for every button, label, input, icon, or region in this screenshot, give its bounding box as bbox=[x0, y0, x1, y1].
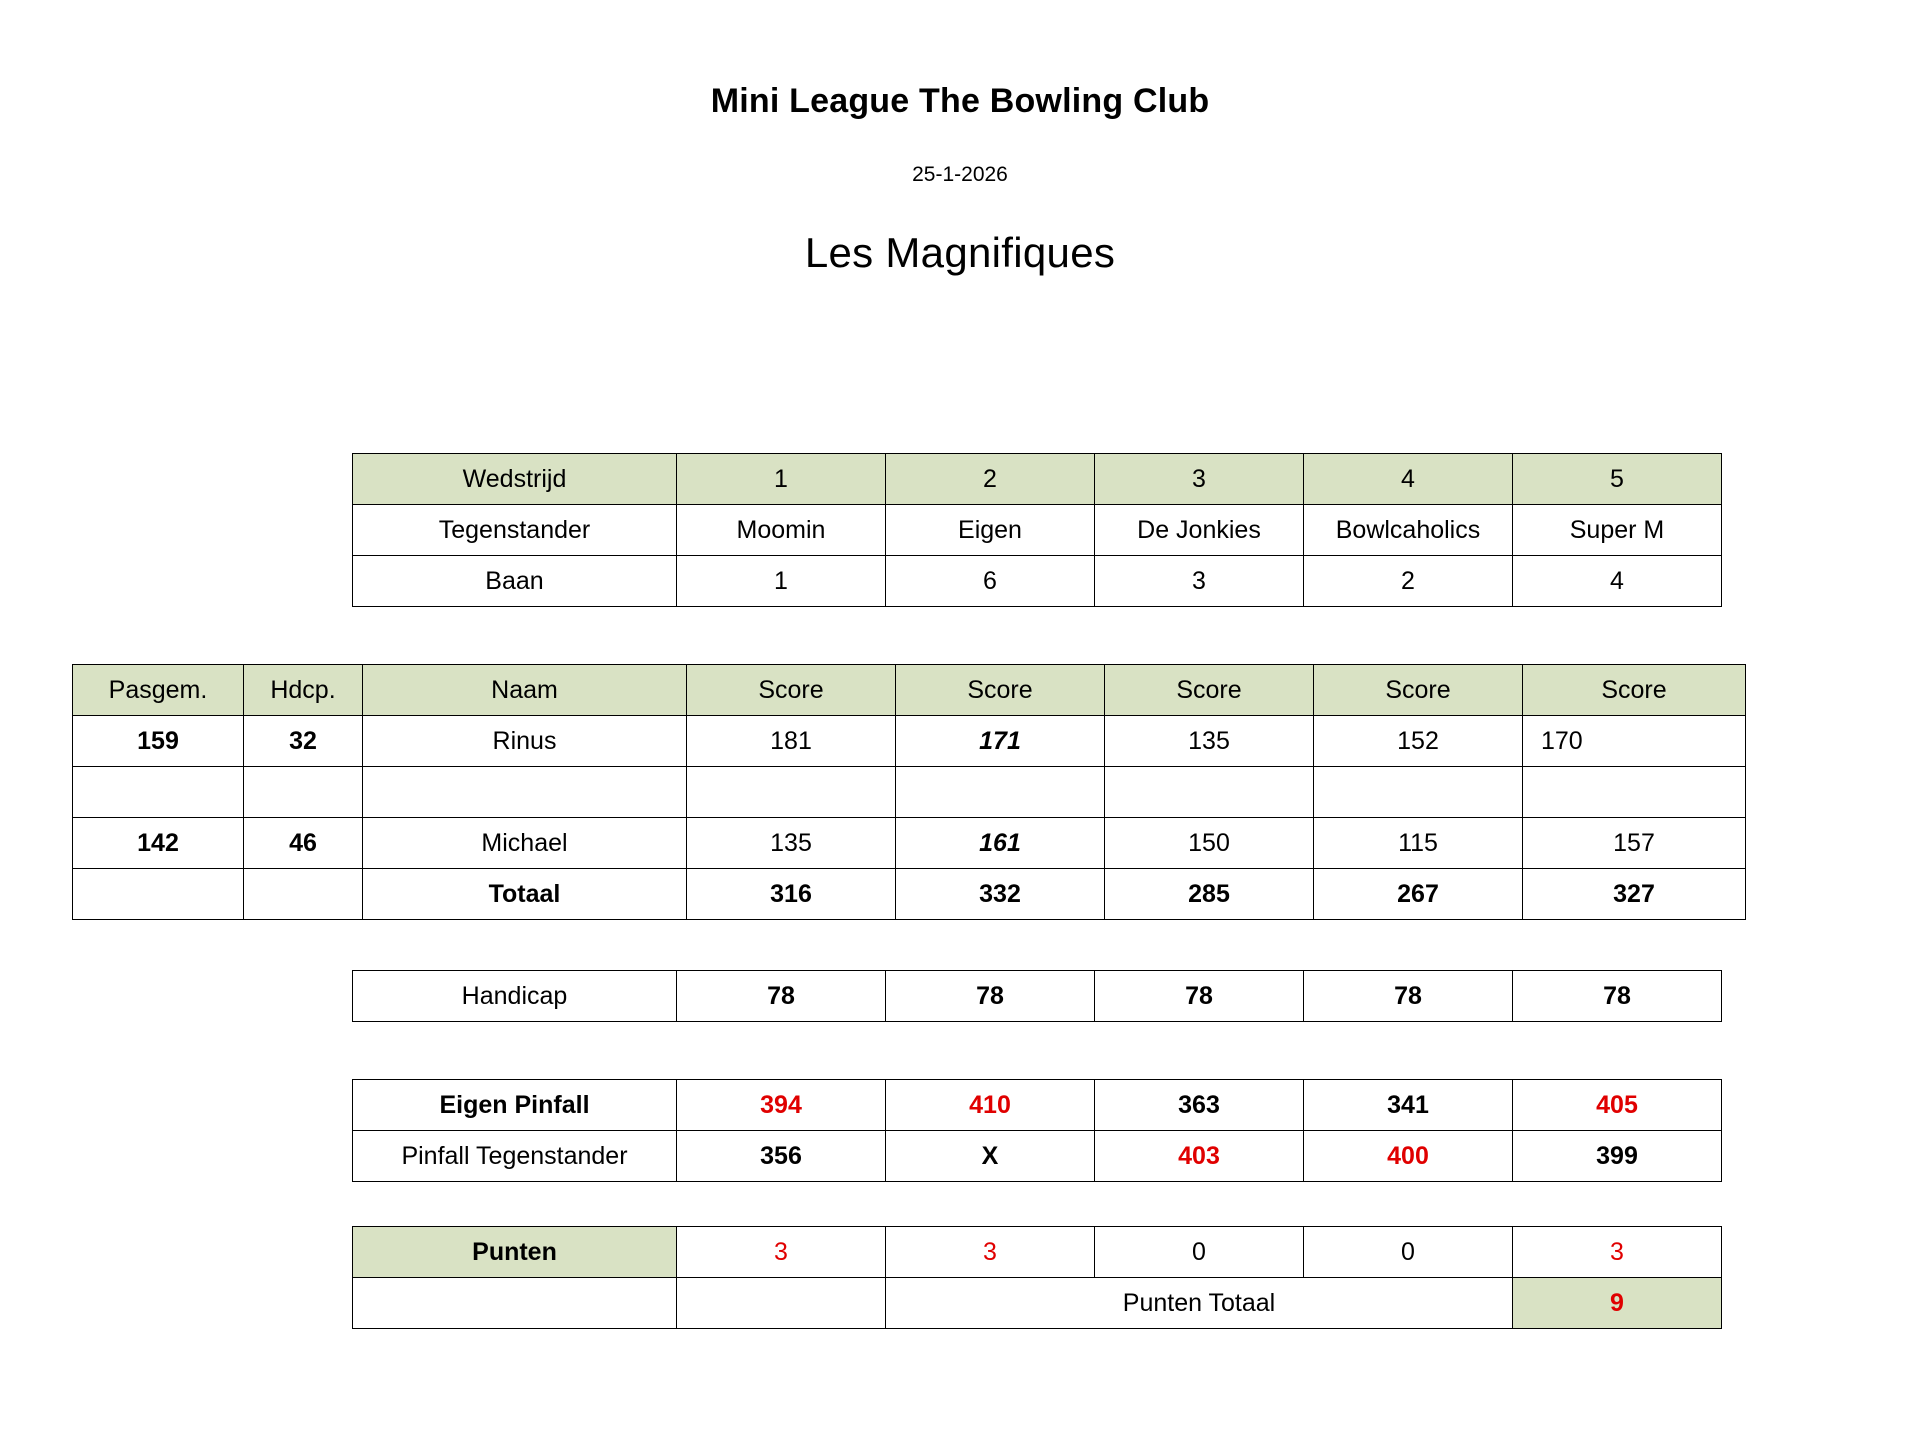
header-score-2: Score bbox=[896, 665, 1105, 716]
baan-5: 4 bbox=[1513, 556, 1722, 607]
punten-2: 3 bbox=[886, 1227, 1095, 1278]
header-naam: Naam bbox=[363, 665, 687, 716]
header-pasgem: Pasgem. bbox=[73, 665, 244, 716]
player-3-score-2: 161 bbox=[896, 818, 1105, 869]
punten-totaal-spacer-1 bbox=[353, 1278, 677, 1329]
totaal-3: 285 bbox=[1105, 869, 1314, 920]
table-row-eigen-pinfall bbox=[353, 1080, 1722, 1131]
eigen-pinfall-4: 341 bbox=[1304, 1080, 1513, 1131]
table-row-punten-totaal bbox=[353, 1278, 1722, 1329]
totaal-5: 327 bbox=[1523, 869, 1746, 920]
header-hdcp: Hdcp. bbox=[244, 665, 363, 716]
punten-totaal-value: 9 bbox=[1513, 1278, 1722, 1329]
row-label-wedstrijd: Wedstrijd bbox=[353, 454, 677, 505]
punten-3: 0 bbox=[1095, 1227, 1304, 1278]
table-row-wedstrijd bbox=[353, 454, 1722, 505]
pinfall-tegenstander-2: X bbox=[886, 1131, 1095, 1182]
baan-2: 6 bbox=[886, 556, 1095, 607]
player-1-score-2: 171 bbox=[896, 716, 1105, 767]
table-row-pinfall-tegenstander bbox=[353, 1131, 1722, 1182]
player-1-pasgem: 159 bbox=[73, 716, 244, 767]
table-row-tegenstander bbox=[353, 505, 1722, 556]
punten-label: Punten bbox=[353, 1227, 677, 1278]
wedstrijd-4: 4 bbox=[1304, 454, 1513, 505]
pinfall-tegenstander-label: Pinfall Tegenstander bbox=[353, 1131, 677, 1182]
player-3-score-3: 150 bbox=[1105, 818, 1314, 869]
punten-5: 3 bbox=[1513, 1227, 1722, 1278]
match-info-table bbox=[352, 453, 1722, 607]
totaal-4: 267 bbox=[1314, 869, 1523, 920]
row-label-baan: Baan bbox=[353, 556, 677, 607]
punten-4: 0 bbox=[1304, 1227, 1513, 1278]
player-3-score-1: 135 bbox=[687, 818, 896, 869]
totaal-2: 332 bbox=[896, 869, 1105, 920]
handicap-3: 78 bbox=[1095, 971, 1304, 1022]
pinfall-table bbox=[352, 1079, 1722, 1182]
player-1-score-1: 181 bbox=[687, 716, 896, 767]
player-2-score-1 bbox=[687, 767, 896, 818]
tegenstander-3: De Jonkies bbox=[1095, 505, 1304, 556]
baan-4: 2 bbox=[1304, 556, 1513, 607]
punten-totaal-spacer-2 bbox=[677, 1278, 886, 1329]
player-1-hdcp: 32 bbox=[244, 716, 363, 767]
wedstrijd-5: 5 bbox=[1513, 454, 1722, 505]
handicap-5: 78 bbox=[1513, 971, 1722, 1022]
table-row-punten bbox=[353, 1227, 1722, 1278]
player-3-naam: Michael bbox=[363, 818, 687, 869]
pinfall-tegenstander-3: 403 bbox=[1095, 1131, 1304, 1182]
player-3-score-5: 157 bbox=[1523, 818, 1746, 869]
player-scores-table bbox=[72, 664, 1746, 920]
handicap-1: 78 bbox=[677, 971, 886, 1022]
table-row-handicap bbox=[353, 971, 1722, 1022]
handicap-label: Handicap bbox=[353, 971, 677, 1022]
baan-3: 3 bbox=[1095, 556, 1304, 607]
punten-totaal-label: Punten Totaal bbox=[886, 1278, 1513, 1329]
totaal-1: 316 bbox=[687, 869, 896, 920]
player-2-score-3 bbox=[1105, 767, 1314, 818]
punten-1: 3 bbox=[677, 1227, 886, 1278]
tegenstander-1: Moomin bbox=[677, 505, 886, 556]
eigen-pinfall-1: 394 bbox=[677, 1080, 886, 1131]
row-label-tegenstander: Tegenstander bbox=[353, 505, 677, 556]
eigen-pinfall-2: 410 bbox=[886, 1080, 1095, 1131]
score-sheet-page bbox=[0, 82, 1920, 1440]
player-3-hdcp: 46 bbox=[244, 818, 363, 869]
player-1-score-4: 152 bbox=[1314, 716, 1523, 767]
wedstrijd-1: 1 bbox=[677, 454, 886, 505]
table-row-headers bbox=[73, 665, 1746, 716]
player-1-score-5: 170 bbox=[1523, 716, 1746, 767]
handicap-2: 78 bbox=[886, 971, 1095, 1022]
eigen-pinfall-3: 363 bbox=[1095, 1080, 1304, 1131]
handicap-table bbox=[352, 970, 1722, 1022]
pinfall-tegenstander-4: 400 bbox=[1304, 1131, 1513, 1182]
header-score-3: Score bbox=[1105, 665, 1314, 716]
table-row-totaal bbox=[73, 869, 1746, 920]
player-2-hdcp bbox=[244, 767, 363, 818]
pinfall-tegenstander-5: 399 bbox=[1513, 1131, 1722, 1182]
header-score-4: Score bbox=[1314, 665, 1523, 716]
totaal-spacer-2 bbox=[244, 869, 363, 920]
wedstrijd-3: 3 bbox=[1095, 454, 1304, 505]
eigen-pinfall-label: Eigen Pinfall bbox=[353, 1080, 677, 1131]
tegenstander-4: Bowlcaholics bbox=[1304, 505, 1513, 556]
match-date: 25-1-2026 bbox=[912, 163, 1008, 186]
totaal-spacer-1 bbox=[73, 869, 244, 920]
eigen-pinfall-5: 405 bbox=[1513, 1080, 1722, 1131]
player-1-score-3: 135 bbox=[1105, 716, 1314, 767]
totaal-label: Totaal bbox=[363, 869, 687, 920]
team-name: Les Magnifiques bbox=[804, 229, 1116, 276]
player-1-naam: Rinus bbox=[363, 716, 687, 767]
player-3-pasgem: 142 bbox=[73, 818, 244, 869]
page-title: Mini League The Bowling Club bbox=[710, 82, 1210, 120]
baan-1: 1 bbox=[677, 556, 886, 607]
player-2-score-5 bbox=[1523, 767, 1746, 818]
table-row bbox=[73, 767, 1746, 818]
wedstrijd-2: 2 bbox=[886, 454, 1095, 505]
header-score-1: Score bbox=[687, 665, 896, 716]
player-3-score-4: 115 bbox=[1314, 818, 1523, 869]
handicap-4: 78 bbox=[1304, 971, 1513, 1022]
player-2-score-4 bbox=[1314, 767, 1523, 818]
player-2-score-2 bbox=[896, 767, 1105, 818]
pinfall-tegenstander-1: 356 bbox=[677, 1131, 886, 1182]
player-2-pasgem bbox=[73, 767, 244, 818]
tegenstander-2: Eigen bbox=[886, 505, 1095, 556]
punten-table bbox=[352, 1226, 1722, 1329]
table-row-baan bbox=[353, 556, 1722, 607]
table-row bbox=[73, 716, 1746, 767]
table-row bbox=[73, 818, 1746, 869]
player-2-naam bbox=[363, 767, 687, 818]
tegenstander-5: Super M bbox=[1513, 505, 1722, 556]
header-score-5: Score bbox=[1523, 665, 1746, 716]
